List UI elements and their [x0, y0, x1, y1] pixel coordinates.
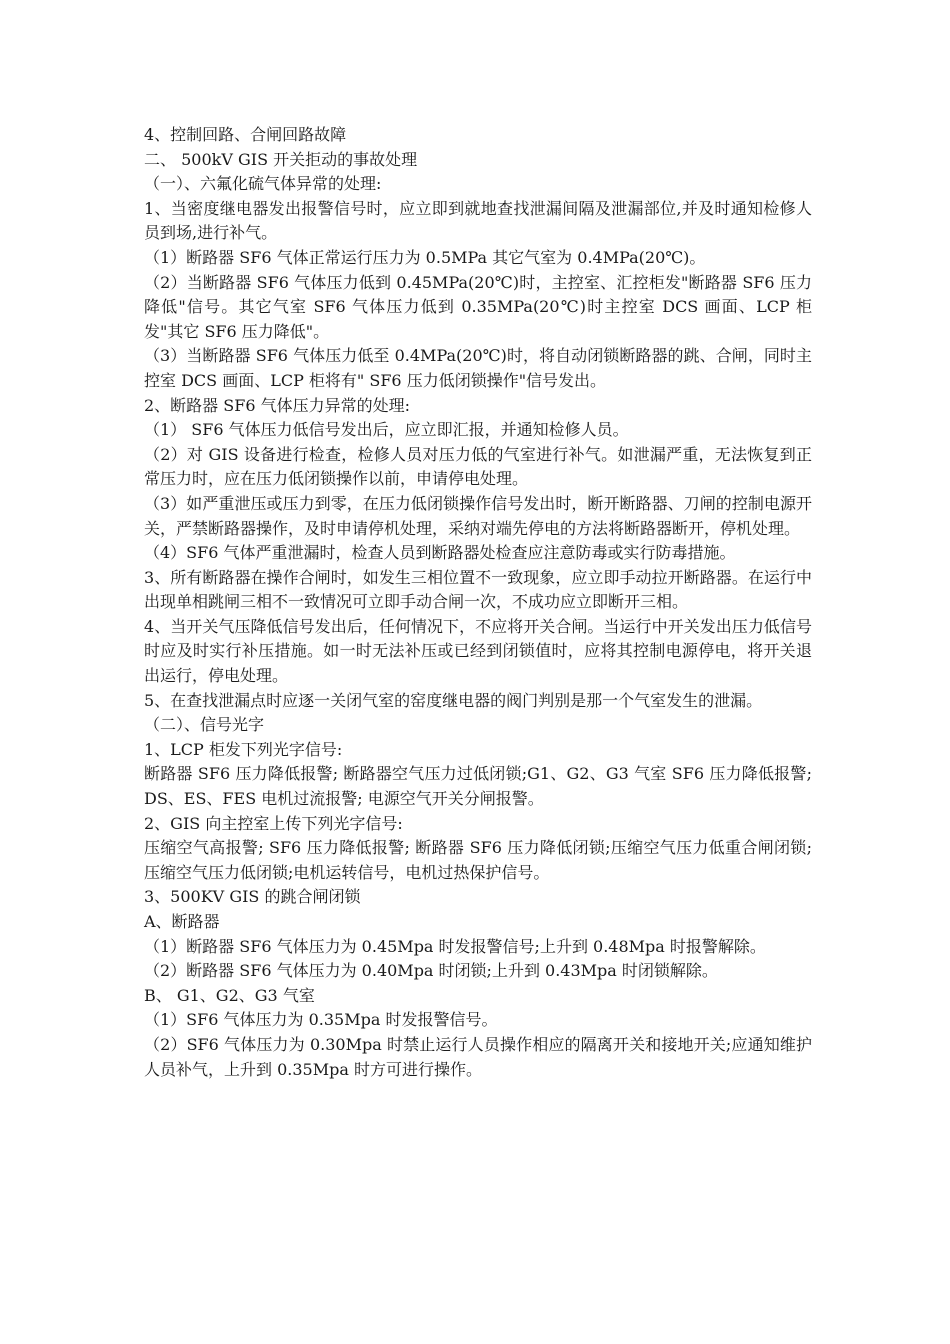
paragraph-6: （2）当断路器 SF6 气体压力低到 0.45MPa(20℃)时，主控室、汇控柜发"断路器 SF6 压力降低"信号。其它气室 SF6 气体压力低到 0.35MPa(20℃)时主控室 DCS 画面、LCP 柜发"其它 SF6 压力降低"。 [144, 272, 812, 341]
paragraph-26: （1）SF6 气体压力为 0.35Mpa 时发报警信号。 [144, 1010, 498, 1030]
paragraph-21: 3、500KV GIS 的跳合闸闭锁 [144, 887, 361, 907]
paragraph-10: （2）对 GIS 设备进行检查，检修人员对压力低的气室进行补气。如泄漏严重，无法恢复到正常压力时，应在压力低闭锁操作以前，申请停电处理。 [144, 444, 812, 489]
paragraph-22: A、断路器 [144, 912, 220, 931]
paragraph-24: （2）断路器 SF6 气体压力为 0.40Mpa 时闭锁;上升到 0.43Mpa 时闭锁解除。 [144, 961, 718, 981]
paragraph-27: （2）SF6 气体压力为 0.30Mpa 时禁止运行人员操作相应的隔离开关和接地开关;应通知维护人员补气，上升到 0.35Mpa 时方可进行操作。 [144, 1034, 812, 1079]
paragraph-19: 2、GIS 向主控室上传下列光字信号: [144, 813, 403, 833]
paragraph-20: 压缩空气高报警; SF6 压力降低报警; 断路器 SF6 压力降低闭锁;压缩空气压力低重合闸闭锁; 压缩空气压力低闭锁;电机运转信号，电机过热保护信号。 [144, 838, 812, 882]
paragraph-15: 5、在查找泄漏点时应逐一关闭气室的窑度继电器的阀门判别是那一个气室发生的泄漏。 [144, 690, 763, 710]
paragraph-17: 1、LCP 柜发下列光字信号: [144, 739, 343, 759]
paragraph-11: （3）如严重泄压或压力到零，在压力低闭锁操作信号发出时，断开断路器、刀闸的控制电源开关，严禁断路器操作，及时申请停机处理，采纳对端先停电的方法将断路器断开，停机处理。 [144, 493, 812, 538]
document-body [144, 123, 812, 1082]
paragraph-25: B、 G1、G2、G3 气室 [144, 985, 315, 1005]
subsection-heading: （一）、六氟化硫气体异常的处理: [144, 174, 382, 194]
paragraph-8: 2、断路器 SF6 气体压力异常的处理: [144, 395, 410, 415]
paragraph-14: 4、当开关气压降低信号发出后，任何情况下，不应将开关合闸。当运行中开关发出压力低信号时应及时实行补压措施。如一时无法补压或已经到闭锁值时，应将其控制电源停电，将开关退出运行，停电处理。 [144, 616, 812, 686]
paragraph-5: （1）断路器 SF6 气体正常运行压力为 0.5MPa 其它气室为 0.4MPa(20℃)。 [144, 247, 706, 267]
section-heading: 二、 500kV GIS 开关拒动的事故处理 [144, 149, 418, 169]
paragraph-18: 断路器 SF6 压力降低报警; 断路器空气压力过低闭锁;G1、G2、G3 气室 SF6 压力降低报警;DS、ES、FES 电机过流报警; 电源空气开关分闸报警。 [144, 764, 812, 809]
paragraph-4: 1、当密度继电器发出报警信号时，应立即到就地查找泄漏间隔及泄漏部位,并及时通知检修人员到场,进行补气。 [144, 198, 812, 243]
paragraph-7: （3）当断路器 SF6 气体压力低至 0.4MPa(20℃)时，将自动闭锁断路器的跳、合闸，同时主控室 DCS 画面、LCP 柜将有" SF6 压力低闭锁操作"信号发出。 [144, 346, 812, 390]
paragraph-13: 3、所有断路器在操作合闸时，如发生三相位置不一致现象，应立即手动拉开断路器。在运行中出现单相跳闸三相不一致情况可立即手动合闸一次，不成功应立即断开三相。 [144, 567, 812, 612]
paragraph-23: （1）断路器 SF6 气体压力为 0.45Mpa 时发报警信号;上升到 0.48Mpa 时报警解除。 [144, 936, 766, 956]
paragraph-9: （1） SF6 气体压力低信号发出后，应立即汇报，并通知检修人员。 [144, 420, 629, 440]
paragraph-1: 4、控制回路、合闸回路故障 [144, 125, 347, 144]
subsection-heading-2: （二）、信号光字 [144, 715, 265, 735]
paragraph-12: （4）SF6 气体严重泄漏时，检查人员到断路器处检查应注意防毒或实行防毒措施。 [144, 543, 736, 563]
